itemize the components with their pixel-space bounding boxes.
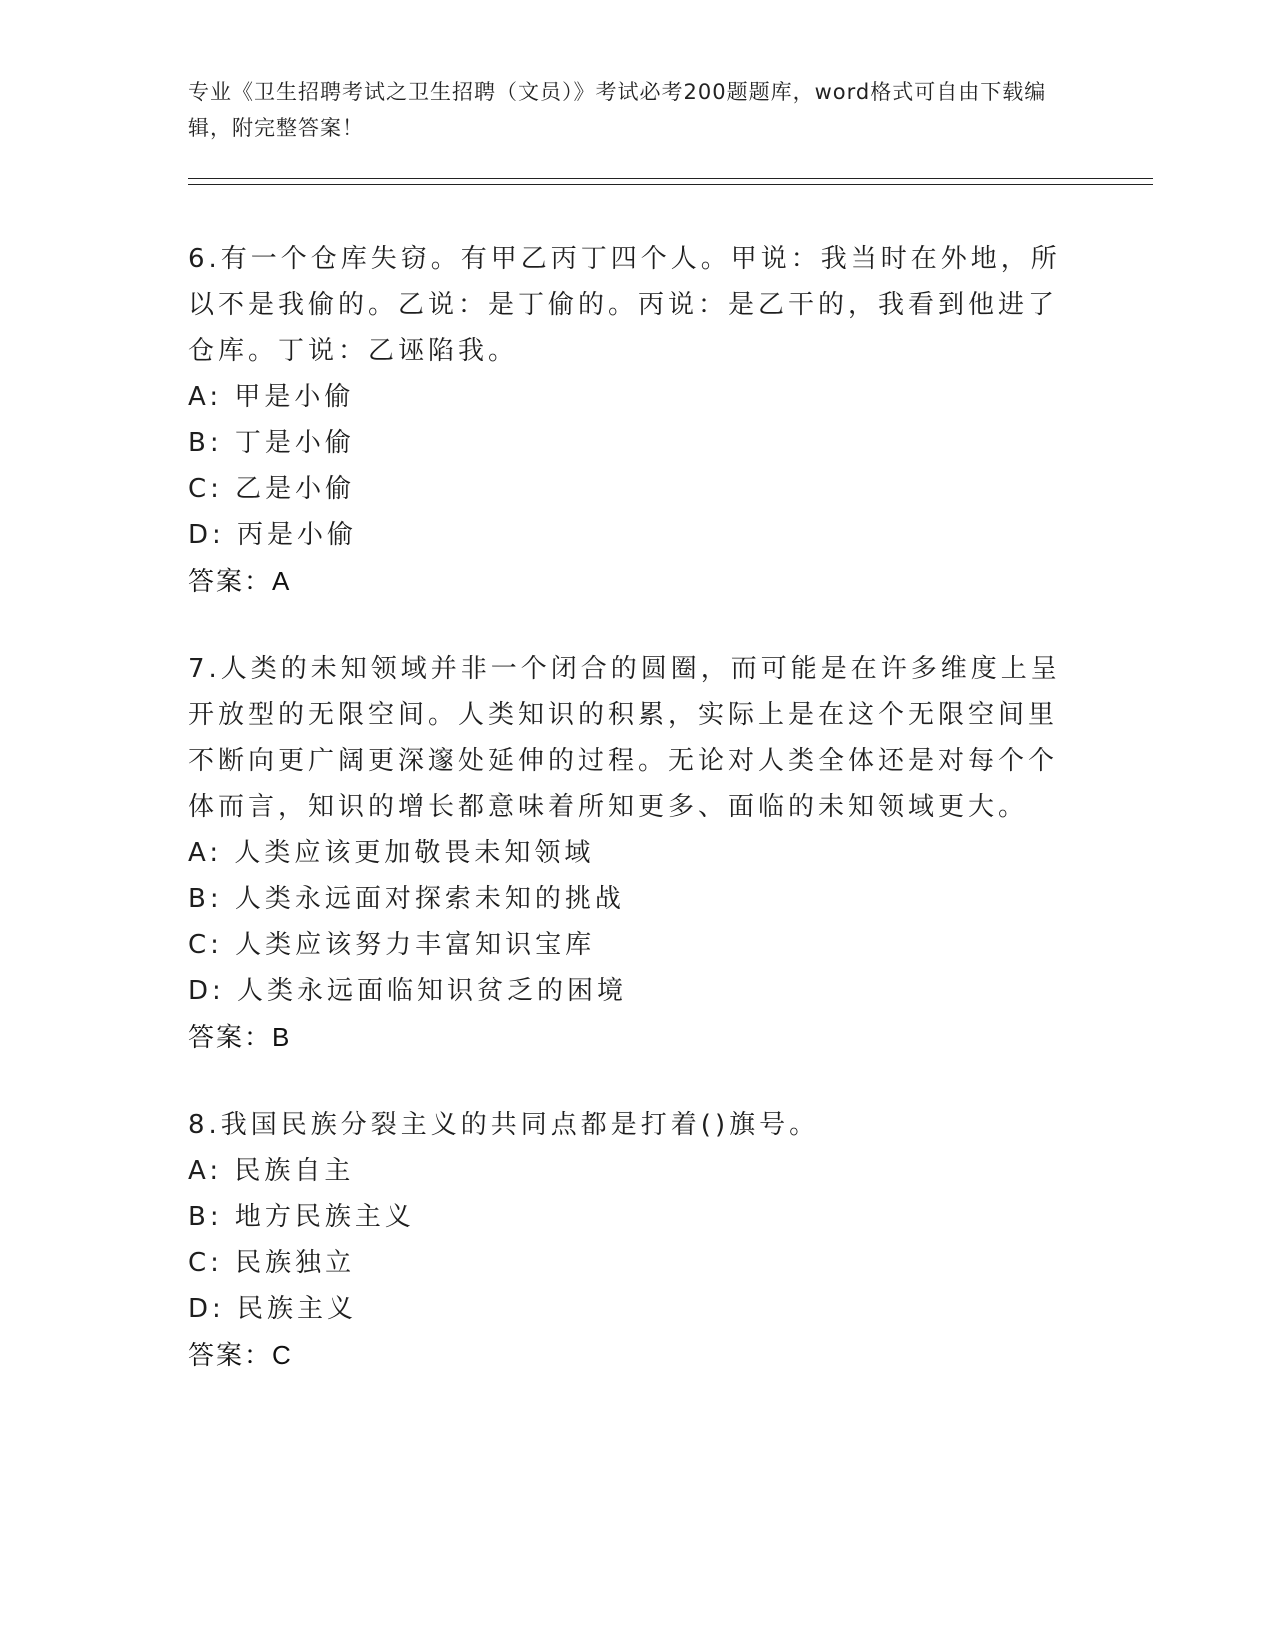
option-a: A: 甲是小偷 bbox=[188, 382, 355, 412]
option-d: D: 民族主义 bbox=[188, 1294, 358, 1324]
question-stem: 7.人类的未知领域并非一个闭合的圆圈，而可能是在许多维度上呈开放型的无限空间。人类知识的积累，实际上是在这个无限空间里不断向更广阔更深邃处延伸的过程。无论对人类全体还是对每个个体而言，知识的增长都意味着所知更多、面临的未知领域更大。 bbox=[188, 654, 1061, 822]
question-stem: 6.有一个仓库失窃。有甲乙丙丁四个人。甲说：我当时在外地，所以不是我偷的。乙说：是丁偷的。丙说：是乙干的，我看到他进了仓库。丁说：乙诬陷我。 bbox=[188, 244, 1061, 366]
option-c: C: 民族独立 bbox=[188, 1248, 356, 1278]
option-c: C: 人类应该努力丰富知识宝库 bbox=[188, 930, 596, 960]
option-d: D: 丙是小偷 bbox=[188, 520, 358, 550]
answer-label: 答案：A bbox=[188, 566, 292, 596]
question-7 bbox=[188, 646, 1068, 1060]
answer-label: 答案：C bbox=[188, 1340, 293, 1370]
answer-label: 答案：B bbox=[188, 1022, 292, 1052]
option-b: B: 地方民族主义 bbox=[188, 1202, 415, 1232]
option-d: D: 人类永远面临知识贫乏的困境 bbox=[188, 976, 628, 1006]
header-divider-bottom bbox=[188, 184, 1153, 185]
header-divider-top bbox=[188, 178, 1153, 179]
question-6 bbox=[188, 236, 1068, 604]
option-a: A: 人类应该更加敬畏未知领域 bbox=[188, 838, 595, 868]
option-a: A: 民族自主 bbox=[188, 1156, 355, 1186]
document-header: 专业《卫生招聘考试之卫生招聘（文员）》考试必考200题题库，word格式可自由下载编辑，附完整答案！ bbox=[188, 80, 1047, 140]
question-stem: 8.我国民族分裂主义的共同点都是打着()旗号。 bbox=[188, 1110, 820, 1140]
option-b: B: 人类永远面对探索未知的挑战 bbox=[188, 884, 625, 914]
option-c: C: 乙是小偷 bbox=[188, 474, 356, 504]
question-8 bbox=[188, 1102, 1068, 1378]
option-b: B: 丁是小偷 bbox=[188, 428, 355, 458]
